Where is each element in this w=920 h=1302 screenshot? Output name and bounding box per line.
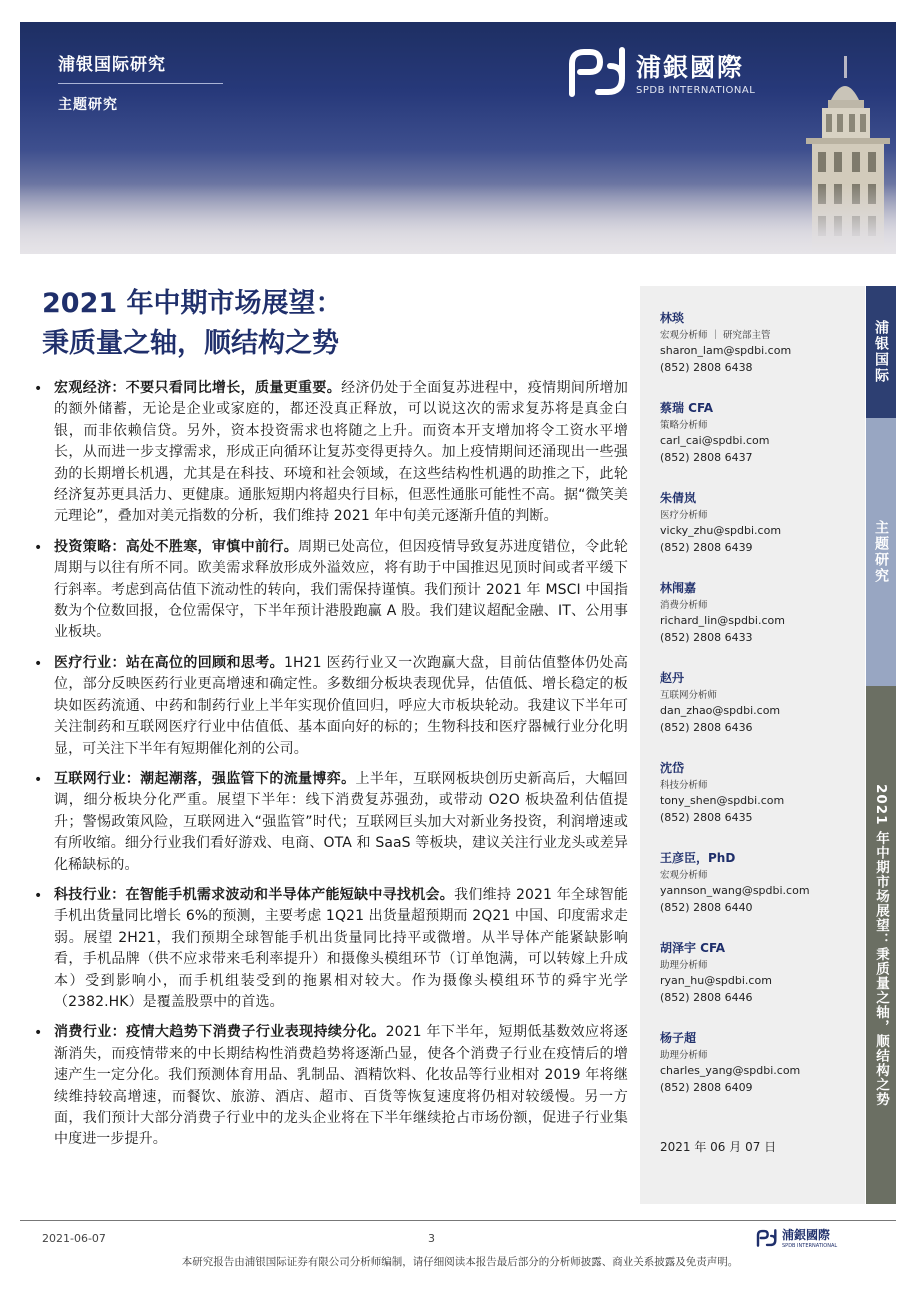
disclaimer: 本研究报告由浦银国际证券有限公司分析师编制，请仔细阅读本报告最后部分的分析师披露、商业关系披露及免责声明。 [181, 1256, 739, 1268]
bullet-paragraph [54, 537, 628, 644]
analyst-role: 消费分析师 [660, 600, 708, 611]
analyst-card [660, 670, 860, 736]
bullet-text: 我们维持 2021 年全球智能手机出货量同比增长 6%的预测，主要考虑 1Q21 出货量超预期而 2Q21 中国、印度需求走弱。展望 2H21，我们预期全球智能手机出货量同比持平或微增。从半导体产能紧缺影响看，手机品牌（供不应求带来毛利率提升）和摄像头模组环节（订单饱满，可以转嫁上升成本）受到影响小，而手机组装受到的拖累相对较大。作为摄像头模组环节的舜宇光学（2382.HK）是覆盖股票中的首选。 [54, 886, 628, 1010]
bullet-technology [32, 885, 628, 1013]
analyst-email[interactable]: ryan_hu@spdbi.com [660, 974, 772, 987]
analyst-name: 林闱嘉 [660, 581, 697, 595]
analyst-email[interactable]: carl_cai@spdbi.com [660, 434, 770, 447]
analyst-phone: (852) 2808 6436 [660, 721, 753, 734]
analyst-card [660, 400, 860, 466]
bullet-text: 周期已处高位，但因疫情导致复苏进度错位，令此轮周期与以往有所不同。欧美需求释放形成外溢效应，将有助于中国推迟见顶时间或者平缓下行斜率。考虑到高估值下流动性的转向，我们需保持谨慎。我们预计 2021 年 MSCI 中国指数为个位数回报，仓位需保守，下半年预计港股跑赢 A 股。我们建议超配金融、IT、公用事业板块。 [54, 538, 628, 641]
bullet-dot-icon: • [34, 655, 43, 672]
analyst-phone: (852) 2808 6440 [660, 901, 753, 914]
bullet-lead: 医疗行业：站在高位的回顾和思考。 [54, 654, 284, 671]
footer-divider [20, 1220, 896, 1221]
analyst-role: 助理分析师 [660, 960, 708, 971]
bullet-consumer [32, 1022, 628, 1150]
bullet-paragraph [54, 653, 628, 760]
analyst-role: 科技分析师 [660, 780, 708, 791]
report-section: 主题研究 [58, 97, 118, 113]
bullet-text: 2021 年下半年，短期低基数效应将逐渐消失，而疫情带来的中长期结构性消费趋势将逐渐凸显，使各个消费子行业在疫情后的增速产生一定分化。我们预测体育用品、乳制品、酒精饮料、化妆品等行业相对 2019 年将继续维持较高增速，而餐饮、旅游、酒店、超市、百货等恢复速度将仍相对较缓慢。另一方面，我们预计大部分消费子行业中的龙头企业将在下半年继续抢占市场份额，促进子行业集中度进一步提升。 [54, 1024, 628, 1148]
bullet-text: 1H21 医药行业又一次跑赢大盘，目前估值整体仍处高位，部分反映医药行业更高增速和确定性。多数细分板块表现优异，估值低、增长稳定的板块如医药流通、中药和制药行业上半年实现价值回归，呼应大市板块轮动。我建议下半年可关注制药和互联网医疗行业中估值低、基本面向好的标的；生物科技和医疗器械行业分化明显，可关注下半年有短期催化剂的公司。 [54, 654, 628, 757]
footer-logo [756, 1226, 837, 1249]
bullet-dot-icon: • [34, 381, 43, 397]
bullet-dot-icon: • [34, 539, 43, 556]
report-title [42, 284, 343, 364]
analyst-email[interactable]: richard_lin@spdbi.com [660, 614, 785, 627]
bullet-text: 经济仍处于全面复苏进程中，疫情期间所增加的额外储蓄，无论是企业或家庭的，都还没真正释放，可以说这次的需求复苏将是真金白银，而非依赖信贷。另外，资本投资需求也将随之上升。而资本开支增加将令工资水平增长，从而进一步支撑需求，形成正向循环让复苏变得更持久。加上疫情期间还涌现出一些强劲的长期增长机遇，尤其是在科技、环境和社会领域，在这些结构性机遇的助推之下，此轮经济复苏更具活力、更健康。通胀短期内将超央行目标，但恶性通胀可能性不高。据“微笑美元理论”，叠加对美元指数的分析，我们维持 2021 年中旬美元逐渐升值的判断。 [54, 380, 629, 525]
analyst-card [660, 760, 860, 826]
side-strip-section [866, 418, 896, 686]
analyst-name: 林琰 [660, 311, 685, 325]
banner-fade [20, 184, 896, 254]
analyst-email[interactable]: dan_zhao@spdbi.com [660, 704, 781, 717]
analyst-phone: (852) 2808 6438 [660, 361, 753, 374]
analyst-name: 胡泽宇 CFA [660, 941, 726, 955]
analyst-email[interactable]: sharon_lam@spdbi.com [660, 344, 792, 357]
analyst-phone: (852) 2808 6435 [660, 811, 753, 824]
analyst-name: 蔡瑞 CFA [660, 401, 714, 415]
bullet-paragraph [54, 769, 628, 876]
bullet-strategy [32, 537, 628, 644]
analyst-card [660, 850, 860, 916]
bullet-lead: 投资策略：高处不胜寒，审慎中前行。 [54, 538, 299, 555]
company-logo [568, 46, 755, 98]
brand-block [58, 50, 223, 114]
analyst-role: 互联网分析师 [660, 690, 718, 701]
analyst-role: 助理分析师 [660, 1050, 708, 1061]
report-date: 2021 年 06 月 07 日 [660, 1140, 777, 1154]
bullet-dot-icon: • [34, 887, 43, 904]
analyst-email[interactable]: tony_shen@spdbi.com [660, 794, 785, 807]
side-strip-brand [866, 286, 896, 418]
bullet-lead: 互联网行业：潮起潮落，强监管下的流量博弈。 [54, 770, 356, 787]
analyst-role: 宏观分析师 ｜ 研究部主管 [660, 330, 771, 341]
analyst-name: 杨子超 [660, 1031, 697, 1045]
page-number: 3 [428, 1232, 435, 1245]
logo-chinese-name: 浦銀國際 [636, 53, 745, 82]
analyst-name: 朱倩岚 [660, 491, 697, 505]
bullet-lead: 宏观经济：不要只看同比增长，质量更重要。 [54, 380, 342, 396]
main-content [32, 378, 628, 1160]
analyst-role: 策略分析师 [660, 420, 708, 431]
analyst-email[interactable]: vicky_zhu@spdbi.com [660, 524, 782, 537]
brand-divider [58, 83, 223, 84]
analyst-name: 王彦臣，PhD [660, 851, 736, 865]
bullet-lead: 消费行业：疫情大趋势下消费子行业表现持续分化。 [54, 1024, 386, 1041]
analyst-phone: (852) 2808 6446 [660, 991, 753, 1004]
footer-logo-en: SPDB INTERNATIONAL [782, 1243, 838, 1249]
analyst-email[interactable]: yannson_wang@spdbi.com [660, 884, 810, 897]
analyst-card [660, 940, 860, 1006]
analyst-card [660, 490, 860, 556]
spdb-logo-small-icon [756, 1229, 778, 1247]
strip-brand-text: 浦银国际 [873, 320, 889, 384]
analyst-phone: (852) 2808 6439 [660, 541, 753, 554]
analyst-card [660, 310, 860, 376]
header-banner [20, 22, 896, 254]
analyst-card [660, 580, 860, 646]
analyst-sidebar [640, 286, 865, 1204]
analyst-phone: (852) 2808 6433 [660, 631, 753, 644]
side-strip-title [866, 686, 896, 1204]
bullet-lead: 科技行业：在智能手机需求波动和半导体产能短缺中寻找机会。 [54, 886, 455, 903]
bullet-dot-icon: • [34, 771, 43, 788]
analyst-phone: (852) 2808 6437 [660, 451, 753, 464]
analyst-name: 沈岱 [660, 761, 685, 775]
bullet-paragraph [54, 378, 628, 528]
footer-logo-cn: 浦銀國際 [782, 1228, 831, 1242]
analyst-phone: (852) 2808 6409 [660, 1081, 753, 1094]
bullet-paragraph [54, 885, 628, 1013]
bullet-text: 上半年，互联网板块创历史新高后，大幅回调，细分板块分化严重。展望下半年：线下消费复苏强劲，或带动 O2O 板块盈利估值提升；警惕政策风险，互联网进入“强监管”时代；互联网巨头加大对新业务投资，利润增速或有所收缩。细分行业我们看好游戏、电商、OTA 和 SaaS 等板块，建议关注行业龙头或差异化稀缺标的。 [54, 770, 628, 873]
spdb-logo-icon [568, 46, 628, 98]
bullet-dot-icon: • [34, 1025, 43, 1042]
analyst-role: 医疗分析师 [660, 510, 708, 521]
analyst-email[interactable]: charles_yang@spdbi.com [660, 1064, 801, 1077]
title-line-1: 2021 年中期市场展望： [42, 288, 343, 319]
brand-name: 浦银国际研究 [58, 55, 166, 75]
analyst-name: 赵丹 [660, 671, 685, 685]
footer-date: 2021-06-07 [42, 1232, 106, 1245]
bullet-paragraph [54, 1022, 628, 1150]
analyst-card [660, 1030, 860, 1096]
bullet-macro [32, 378, 628, 528]
analyst-role: 宏观分析师 [660, 870, 708, 881]
strip-title-text: 2021 年中期市场展望：秉质量之轴，顺结构之势 [873, 783, 889, 1107]
logo-english-name: SPDB INTERNATIONAL [636, 85, 756, 96]
strip-section-text: 主题研究 [873, 520, 889, 584]
title-line-2: 秉质量之轴，顺结构之势 [42, 328, 339, 359]
bullet-internet [32, 769, 628, 876]
bullet-healthcare [32, 653, 628, 760]
